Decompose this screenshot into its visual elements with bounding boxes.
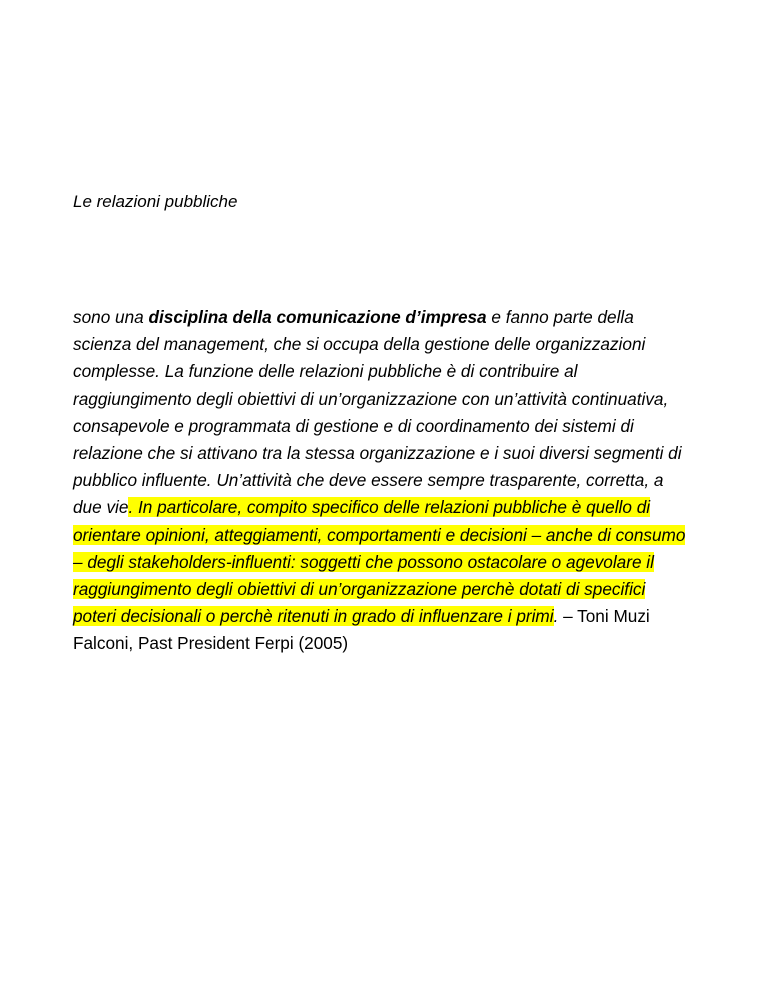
paragraph-attribution: – Toni Muzi Falconi, Past President Ferpi (2005) bbox=[73, 606, 650, 654]
document-paragraph bbox=[73, 304, 693, 658]
paragraph-intro: sono una bbox=[73, 307, 149, 327]
document-heading: Le relazioni pubbliche bbox=[73, 192, 238, 211]
paragraph-bold-phrase: disciplina della comunicazione d’impresa bbox=[148, 307, 487, 327]
paragraph-highlighted-text: . In particolare, compito specifico delle relazioni pubbliche è quello di orientare opinioni, atteggiamenti, comportamenti e decisioni – anche di consumo – degli stakeholders-influenti: soggetti che possono ostacolare o agevolare il raggiungimento degli obiettivi di un’organizzazione perchè dotati di specifici poteri decisionali o perchè ritenuti in grado di influenzare i primi bbox=[73, 497, 686, 627]
paragraph-period: . bbox=[553, 606, 559, 627]
paragraph-body: e fanno parte della scienza del management, che si occupa della gestione delle organizzazioni complesse. La funzione delle relazioni pubbliche è di contribuire al raggiungimento degli obiettivi di un’organizzazione con un’attività continuativa, consapevole e programmata di gestione e di coordinamento dei sistemi di relazione che si attivano tra la stessa organizzazione e i suoi diversi segmenti di pubblico influente. Un’attività che deve essere sempre trasparente, corretta, a due vie bbox=[73, 307, 682, 518]
